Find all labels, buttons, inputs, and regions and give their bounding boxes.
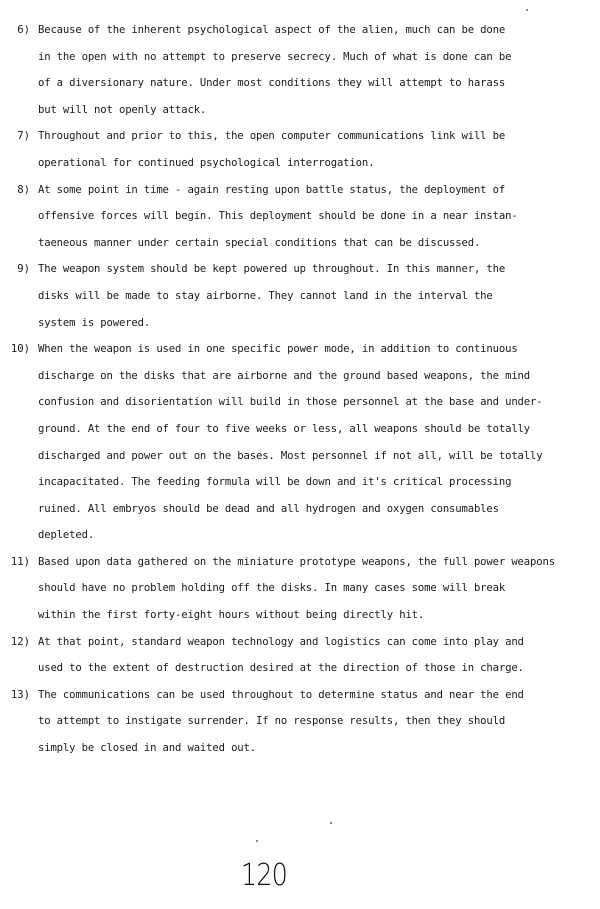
item-text <box>38 256 590 336</box>
text-line: of a diversionary nature. Under most conditions they will attempt to harass <box>38 77 506 90</box>
text-line: ruined. All embryos should be dead and all hydrogen and oxygen consumables <box>38 502 499 515</box>
item-text <box>38 682 590 762</box>
text-line: operational for continued psychological interrogation. <box>38 156 375 169</box>
item-text <box>38 549 590 629</box>
item-number: 13) <box>10 688 30 701</box>
item-number: 8) <box>17 183 30 196</box>
item-text <box>38 336 590 549</box>
text-line: incapacitated. The feeding formula will be down and it's critical processing <box>38 476 512 489</box>
item-number: 10) <box>10 343 30 356</box>
scan-speck <box>526 9 528 11</box>
scan-speck <box>256 840 258 842</box>
item-number: 12) <box>10 635 30 648</box>
item-number: 11) <box>10 555 30 568</box>
text-line: within the first forty-eight hours without being directly hit. <box>38 609 425 622</box>
numbered-list <box>0 17 600 762</box>
text-line: disks will be made to stay airborne. They cannot land in the interval the <box>38 289 493 302</box>
list-item <box>0 336 600 549</box>
text-line: discharge on the disks that are airborne and the ground based weapons, the mind <box>38 369 531 382</box>
text-line: in the open with no attempt to preserve secrecy. Much of what is done can be <box>38 50 512 63</box>
item-text <box>38 123 590 176</box>
list-item <box>0 123 600 176</box>
text-line: depleted. <box>38 529 95 542</box>
text-line: At some point in time - again resting upon battle status, the deployment of <box>38 183 506 196</box>
list-item <box>0 682 600 762</box>
text-line: Because of the inherent psychological aspect of the alien, much can be done <box>38 24 506 36</box>
list-item <box>0 177 600 257</box>
list-item <box>0 549 600 629</box>
scan-speck <box>330 822 332 824</box>
text-line: ground. At the end of four to five weeks or less, all weapons should be totally <box>38 422 531 435</box>
item-text <box>38 17 590 123</box>
text-line: but will not openly attack. <box>38 103 207 116</box>
text-line: taeneous manner under certain special conditions that can be discussed. <box>38 236 481 249</box>
page-number: 120 <box>240 858 288 893</box>
text-line: system is powered. <box>38 316 151 329</box>
list-item <box>0 17 600 123</box>
text-line: discharged and power out on the bases. Most personnel if not all, will be totally <box>38 449 543 462</box>
text-line: When the weapon is used in one specific power mode, in addition to continuous <box>38 343 518 356</box>
text-line: offensive forces will begin. This deployment should be done in a near instan- <box>38 210 518 223</box>
text-line: Based upon data gathered on the miniature prototype weapons, the full power weapons <box>38 555 555 568</box>
item-number: 9) <box>17 263 30 276</box>
text-line: used to the extent of destruction desired at the direction of those in charge. <box>38 662 524 675</box>
text-line: The communications can be used throughout to determine status and near the end <box>38 688 524 701</box>
item-text <box>38 177 590 257</box>
list-item <box>0 629 600 682</box>
text-line: should have no problem holding off the disks. In many cases some will break <box>38 582 506 595</box>
item-text <box>38 629 590 682</box>
text-line: confusion and disorientation will build in those personnel at the base and under- <box>38 396 543 409</box>
text-line: At that point, standard weapon technology and logistics can come into play and <box>38 635 524 648</box>
text-line: to attempt to instigate surrender. If no response results, then they should <box>38 715 506 728</box>
text-line: simply be closed in and waited out. <box>38 742 256 755</box>
text-line: Throughout and prior to this, the open computer communications link will be <box>38 130 506 143</box>
item-number: 7) <box>17 130 30 143</box>
list-item <box>0 256 600 336</box>
item-number: 6) <box>17 24 30 36</box>
text-line: The weapon system should be kept powered up throughout. In this manner, the <box>38 263 506 276</box>
